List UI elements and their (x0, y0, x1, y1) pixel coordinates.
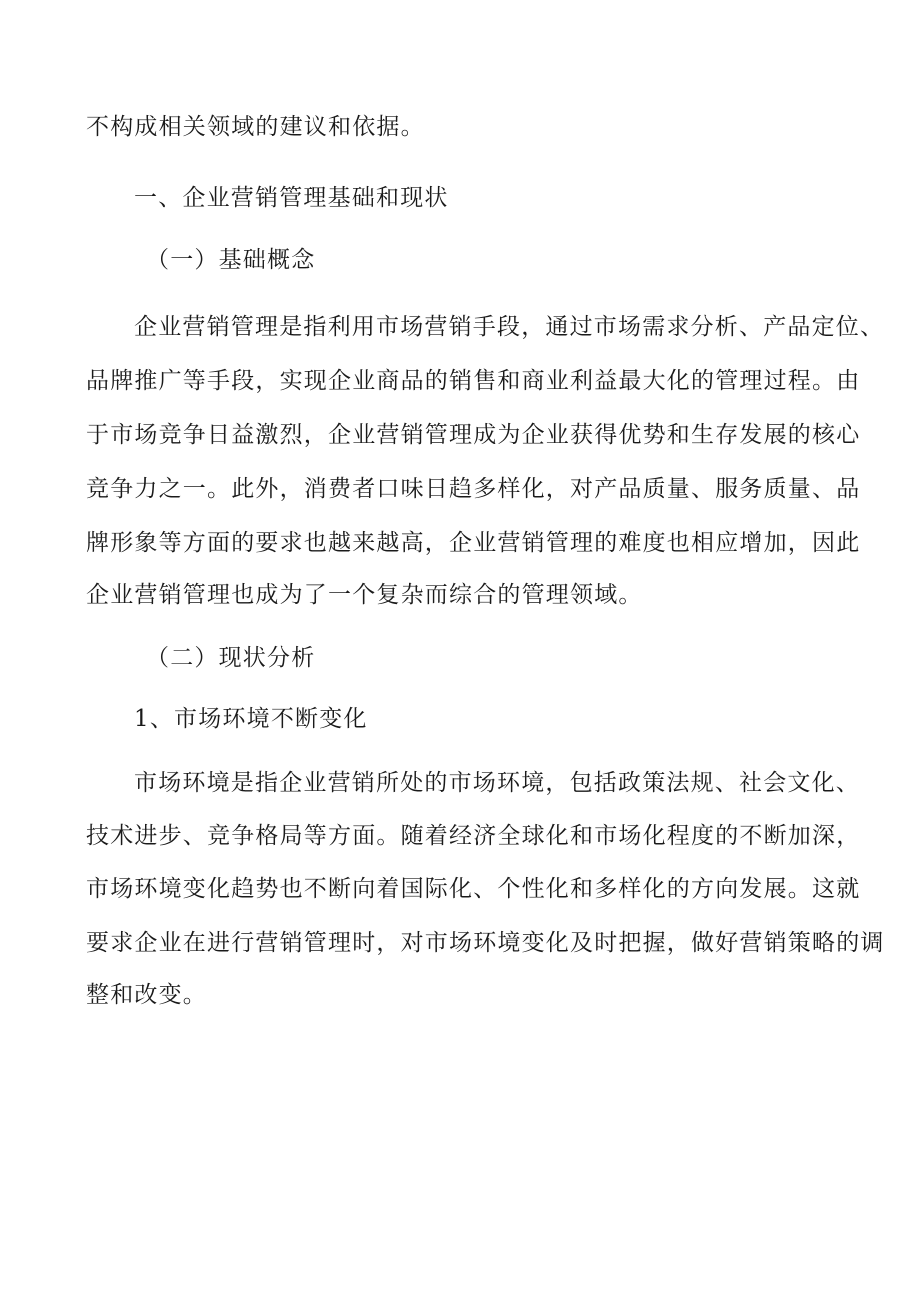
subsection-heading-basic-concepts: （一）基础概念 (146, 247, 316, 273)
paragraph-line: 技术进步、竞争格局等方面。随着经济全球化和市场化程度的不断加深， (86, 823, 861, 849)
paragraph-line: 企业营销管理是指利用市场营销手段，通过市场需求分析、产品定位、 (134, 314, 885, 340)
paragraph-line: 市场环境是指企业营销所处的市场环境，包括政策法规、社会文化、 (134, 770, 860, 796)
paragraph-line: 牌形象等方面的要求也越来越高，企业营销管理的难度也相应增加，因此 (86, 530, 861, 556)
continuation-line: 不构成相关领域的建议和依据。 (86, 114, 425, 140)
paragraph-line: 企业营销管理也成为了一个复杂而综合的管理领域。 (86, 582, 643, 608)
paragraph-line: 整和改变。 (86, 982, 207, 1008)
paragraph-line: 要求企业在进行营销管理时，对市场环境变化及时把握，做好营销策略的调 (86, 930, 885, 956)
paragraph-line: 竞争力之一。此外，消费者口味日趋多样化，对产品质量、服务质量、品 (86, 476, 861, 502)
paragraph-line: 品牌推广等手段，实现企业商品的销售和商业利益最大化的管理过程。由 (86, 368, 861, 394)
section-heading: 一、企业营销管理基础和现状 (134, 185, 449, 211)
paragraph-line: 于市场竞争日益激烈，企业营销管理成为企业获得优势和生存发展的核心 (86, 422, 861, 448)
paragraph-line: 市场环境变化趋势也不断向着国际化、个性化和多样化的方向发展。这就 (86, 876, 861, 902)
numbered-heading: 1、市场环境不断变化 (134, 706, 368, 732)
subsection-heading-status-analysis: （二）现状分析 (146, 645, 316, 671)
